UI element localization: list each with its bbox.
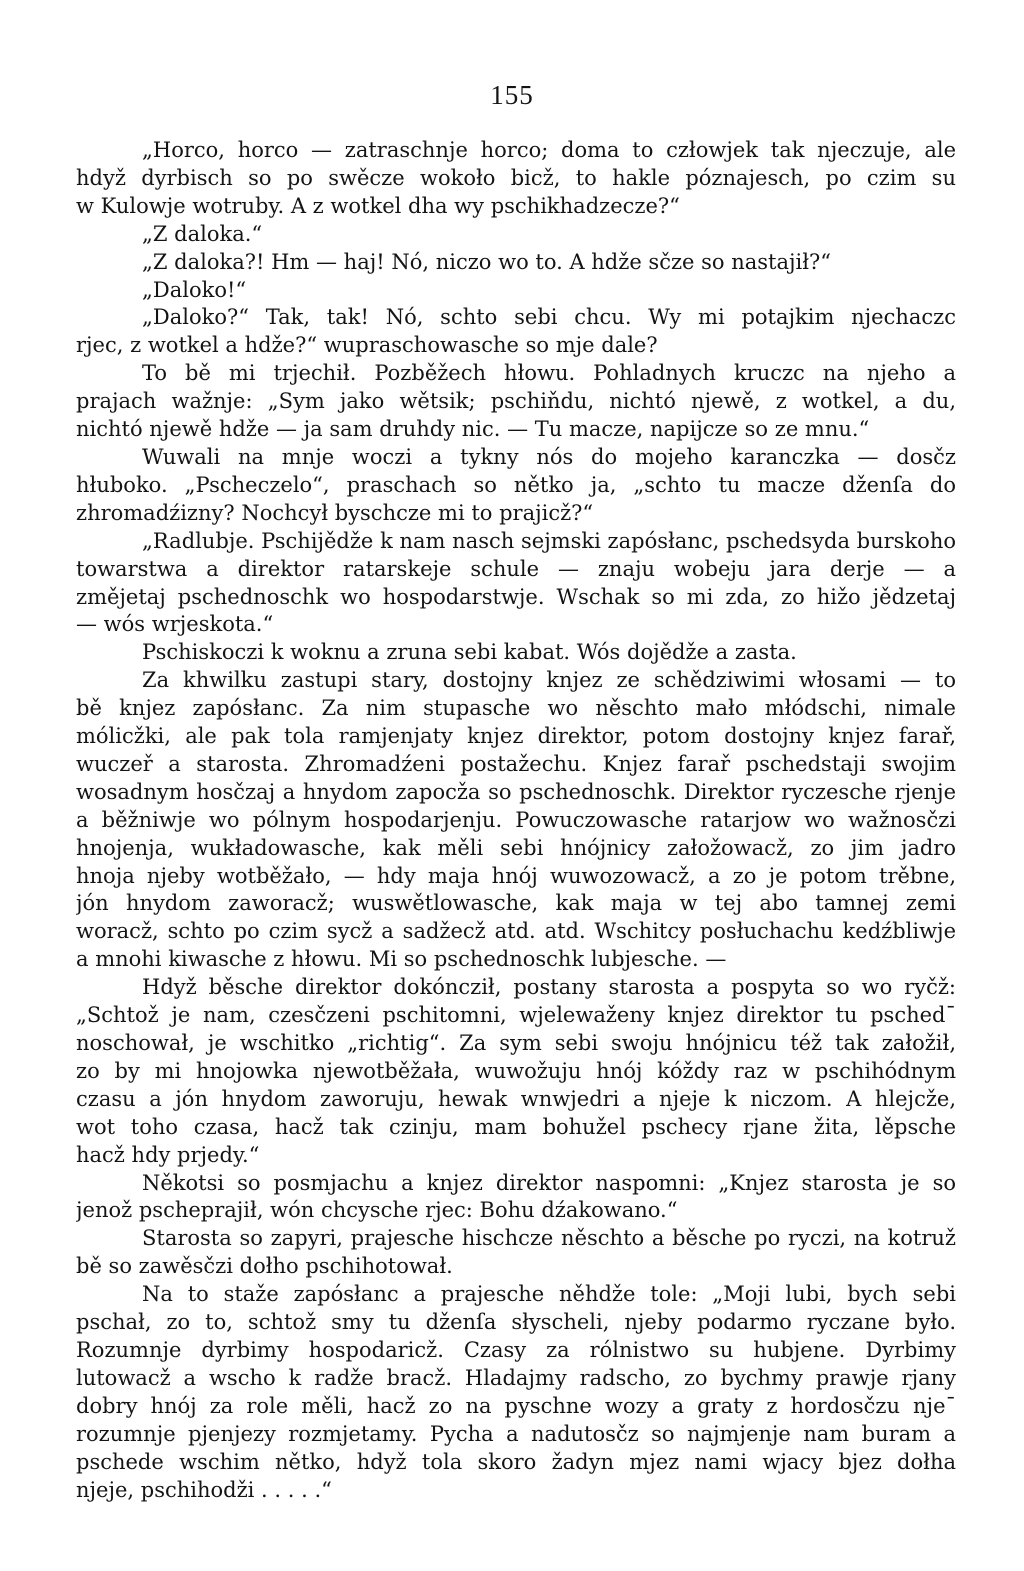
text-line: bě so zawěsčzi dołho pschihotował. — [76, 1254, 453, 1279]
text-line: zhromadźizny? Nochcył byschcze mi to prajicž?“ — [76, 500, 594, 525]
text-line: Někotsi so posmjachu a knjez direktor naspomni: „Knjez starosta je so — [142, 1170, 956, 1195]
text-line: „Z daloka.“ — [142, 221, 263, 246]
text-line: změjetaj pschednoschk wo hospodarstwje. Wschak so mi zda, zo hižo jědzetaj — [76, 584, 956, 609]
page-number: 155 — [490, 80, 534, 110]
text-line: „Schtož je nam, czesčzeni pschitomni, wjelewaženy knjez direktor tu pschedˉ — [76, 1003, 956, 1028]
body-text — [76, 137, 956, 1504]
text-line: hłuboko. „Pscheczelo“, praschach so nětko ja, „schto tu macze dženſa do — [76, 472, 956, 497]
text-line: mólicžki, ale pak tola ramjenjaty knjez direktor, potom dostojny knjez farař, — [76, 724, 956, 749]
text-line: prajach wažnje: „Sym jako wětsik; pschiňdu, nichtó njewě, z wotkel, a du, — [76, 389, 956, 414]
text-line: towarstwa a direktor ratarskeje schule — znaju wobeju jara derje — a — [76, 556, 956, 581]
text-line: wot toho czasa, hacž tak czinju, mam bohužel pschecy rjane žita, lěpsche — [76, 1114, 956, 1139]
text-line: Na to staže zapósłanc a prajesche něhdže tole: „Moji lubi, bych sebi — [142, 1282, 956, 1307]
text-line: Wuwali na mnje woczi a tykny nós do mojeho karanczka — dosčz — [142, 444, 956, 469]
text-line: njeje, pschihodži . . . . .“ — [76, 1477, 332, 1502]
text-line: To bě mi trjechił. Pozběžech hłowu. Pohladnych kruczc na njeho a — [142, 361, 956, 386]
text-line: woracž, schto po czim sycž a sadžecž atd. atd. Wschitcy posłuchachu kedźbliwje — [76, 919, 956, 944]
text-line: „Daloko!“ — [142, 277, 247, 302]
text-line: pschał, zo to, schtož smy tu dženſa słyscheli, njeby podarmo ryczane było. — [76, 1310, 956, 1335]
text-line: hacž hdy prjedy.“ — [76, 1142, 260, 1167]
text-line: hnojenja, wukładowasche, kak měli sebi hnójnicy załožowacž, zo jim jadro — [76, 835, 956, 860]
text-line: hnoja njeby wotběžało, — hdy maja hnój wuwozowacž, a zo je potom trěbne, — [76, 863, 956, 888]
text-line: „Horco, horco — zatraschnje horco; doma to człowjek tak njeczuje, ale — [142, 138, 956, 162]
text-line: pschede wschim nětko, hdyž tola skoro žadyn mjez nami wjacy bjez dołha — [76, 1449, 956, 1474]
text-line: w Kulowje wotruby. A z wotkel dha wy pschikhadzecze?“ — [76, 193, 680, 218]
text-line: jenož pscheprajił, wón chcysche rjec: Bohu dźakowano.“ — [76, 1198, 678, 1223]
text-line: dobry hnój za role měli, hacž zo na pyschne wozy a graty z hordosčzu njeˉ — [76, 1393, 956, 1418]
text-line: rjec, z wotkel a hdže?“ wupraschowasche so mje dale? — [76, 333, 658, 358]
text-line: a běžniwje wo pólnym hospodarjenju. Powuczowasche ratarjow wo wažnosčzi — [76, 807, 956, 832]
text-line: nichtó njewě hdže — ja sam druhdy nic. — Tu macze, napijcze so ze mnu.“ — [76, 417, 870, 442]
text-line: noschował, je wschitko „richtig“. Za sym sebi swoju hnójnicu též tak załožił, — [76, 1031, 956, 1055]
text-line: wosadnym hosčzaj a hnydom zapocža so pschednoschk. Direktor ryczesche rjenje — [76, 779, 956, 804]
text-line: Pschiskoczi k woknu a zruna sebi kabat. Wós dojědže a zasta. — [142, 640, 797, 665]
text-line: „Z daloka?! Hm — haj! Nó, niczo wo to. A hdže sčze so nastajił?“ — [142, 249, 832, 274]
text-line: — wós wrjeskota.“ — [76, 612, 274, 637]
text-line: zo by mi hnojowka njewotběžała, wuwožuju hnój kóždy raz w pschihódnym — [76, 1058, 956, 1083]
text-line: Za khwilku zastupi stary, dostojny knjez ze schědziwimi włosami — to — [142, 668, 956, 693]
text-line: „Radlubje. Pschijědže k nam nasch sejmski zapósłanc, pschedsyda burskoho — [142, 528, 956, 553]
text-line: hdyž dyrbisch so po swěcze wokoło bicž, to hakle póznajesch, po czim su — [76, 165, 956, 190]
text-line: bě knjez zapósłanc. Za nim stupasche wo něschto mało młódschi, nimale — [76, 696, 956, 721]
text-line: rozumnje pjenjezy rozmjetamy. Pycha a nadutosčz so najmjenje nam buram a — [76, 1421, 956, 1446]
text-line: a mnohi kiwasche z hłowu. Mi so pschednoschk lubjesche. — — [76, 947, 727, 972]
text-line: wuczeř a starosta. Zhromadźeni postažechu. Knjez farař pschedstaji swojim — [76, 751, 956, 776]
text-line: jón hnydom zaworacž; wuswětlowasche, kak maja w tej abo tamnej zemi — [76, 891, 956, 916]
text-line: Starosta so zapyri, prajesche hischcze něschto a běsche po ryczi, na kotruž — [142, 1226, 956, 1251]
text-line: czasu a jón hnydom zaworuju, hewak wnwjedri a njeje k niczom. A hlejcže, — [76, 1086, 956, 1111]
text-line: Hdyž běsche direktor dokóncził, postany starosta a pospyta so wo ryčž: — [142, 975, 956, 1000]
text-line: Rozumnje dyrbimy hospodaricž. Czasy za rólnistwo su hubjene. Dyrbimy — [76, 1337, 956, 1362]
text-line: lutowacž a wscho k radže bracž. Hladajmy radscho, zo bychmy prawje rjany — [76, 1365, 956, 1390]
text-line: „Daloko?“ Tak, tak! Nó, schto sebi chcu. Wy mi potajkim njechaczc — [142, 305, 956, 330]
